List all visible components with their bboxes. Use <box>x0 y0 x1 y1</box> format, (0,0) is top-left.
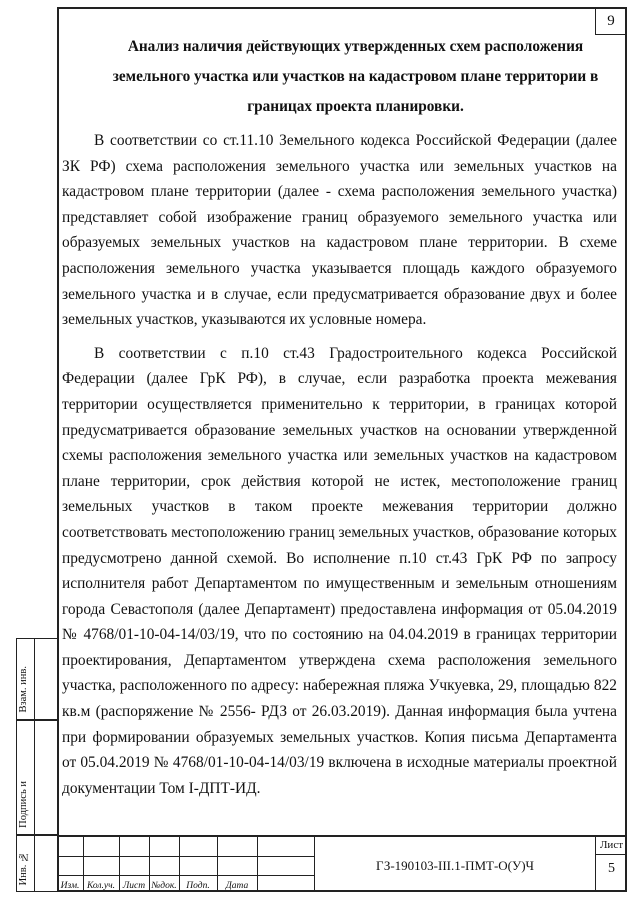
paragraph: В соответствии со ст.11.10 Земельного кодекса Российской Федерации (далее ЗК РФ) схема расположения земельного участка или земельных участков на кадастровом плане территории (далее - схема расположения земельного участка) представляет собой изображение границ образуемого земельного участка или образуемых земельных участков на кадастровом плане территории. В схеме расположения земельного участка указывается площадь каждого образуемого земельного участка и в случае, если предусматривается образование двух и более земельных участков, указываются их условные номера. <box>62 132 617 329</box>
page-number-box: 9 <box>595 7 627 35</box>
header-izm: Изм. <box>60 881 80 891</box>
sheet-cell <box>595 837 627 892</box>
revision-table <box>57 837 314 892</box>
header-ndok: №док. <box>151 881 177 891</box>
header-kol-uch: Кол.уч. <box>86 881 116 891</box>
sheet-number: 5 <box>608 861 615 876</box>
header-list: Лист <box>122 881 146 891</box>
document-code: ГЗ-190103-III.1-ПМТ-О(У)Ч <box>314 837 595 892</box>
paragraph: В соответствии с п.10 ст.43 Градостроительного кодекса Российской Федерации (далее ГрК РФ), в случае, если разработка проекта межевания территории осуществляется применительно к территории, в границах которой предусматривается образование земельных участков на основании утвержденной схемы расположения земельного участка или земельных участков на кадастровом плане территории, срок действия которой не истек, местоположение границ земельных участков в таком проекте межевания территории должно соответствовать местоположению границ земельных участков, образование которых предусмотрено данной схемой. Во исполнение п.10 ст.43 ГрК РФ по запросу исполнителя работ Департаментом по имущественным и земельным отношениям города Севастополя (далее Департамент) предоставлена информация от 05.04.2019 № 4768/01-10-04-14/03/19, что по состоянию на 04.04.2019 в границах территории проектирования, Департаментом утверждена схема расположения земельного участка, расположенного по адресу: набережная пляжа Учкуевка, 29, площадью 822 кв.м (распоряжение № 2556- РДЗ от 26.03.2019). Данная информация была учтена при формировании образуемых земельных участков. Копия письма Департамента от 05.04.2019 № 4768/01-10-04-14/03/19 включена в исходные материалы проектной документации Том I-ДПТ-ИД. <box>62 344 617 797</box>
stamp-vzam-inv <box>16 638 57 720</box>
document-content <box>62 32 617 801</box>
stamp-inv-no <box>16 835 57 892</box>
stamp-label: Подпись и <box>18 781 29 828</box>
stamp-label: Взам. инв. <box>18 666 29 713</box>
stamp-podpis <box>16 720 57 835</box>
section-title: Анализ наличия действующих утвержденных схем расположения земельного участка или участков на кадастровом плане территории в границах проекта планировки. <box>112 38 599 115</box>
header-podp: Подп. <box>186 881 210 891</box>
title-block <box>57 835 627 892</box>
sheet-label: Лист <box>596 837 627 855</box>
stamp-label: Инв. № <box>18 850 29 885</box>
header-data: Дата <box>225 881 249 891</box>
